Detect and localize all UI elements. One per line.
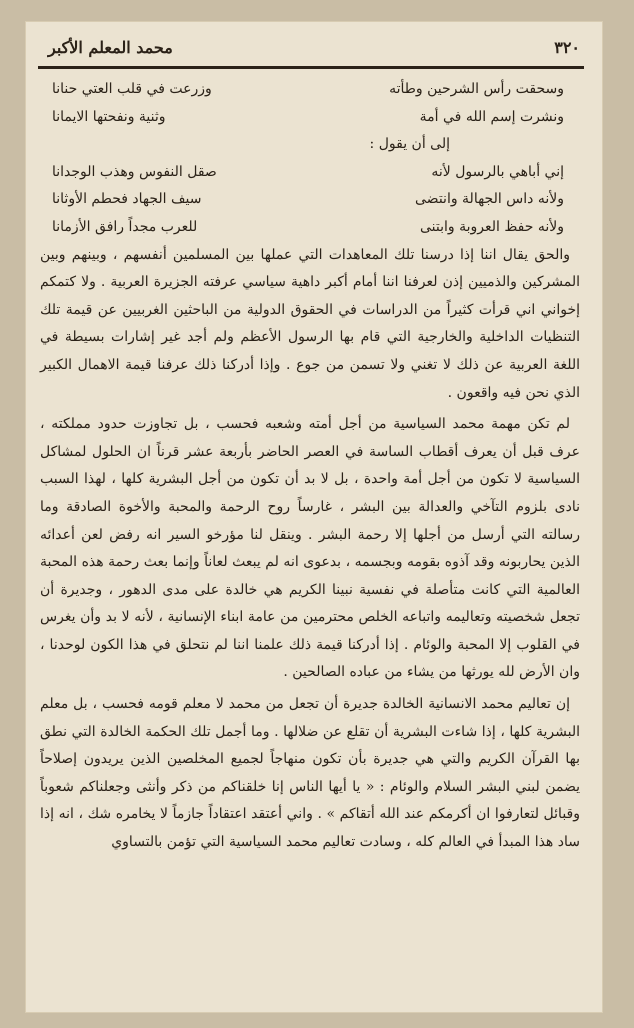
verse-first-hemistich: ولأنه حفظ العروبة وابتنى <box>420 218 564 235</box>
poem-intro: إلى أن يقول : <box>369 136 450 153</box>
verse-second-hemistich: صقل النفوس وهذب الوجدانا <box>52 163 217 180</box>
verse-first-hemistich: ولأنه داس الجهالة وانتضى <box>415 191 564 208</box>
running-title: محمد المعلم الأكبر <box>48 37 173 57</box>
book-page <box>26 22 602 1012</box>
body-paragraph: لم تكن مهمة محمد السياسية من أجل أمته وشعبه فحسب ، بل تجاوزت حدود مملكته ، عرف قبل أن يعرف أقطاب الساسة في العصر الحاضر بأربعة عشر قرناً ان الحلول لمشاكل السياسية لا تكون من أجل أمة واحدة ، بل لا بد أن تكون من أجل البشرية كلها ، لهذا السبب نادى بلزوم التآخي والعدالة بين البشر ، غارساً روح الرحمة والمحبة والأخوة الصادقة وما رسالته التي أرسل من أجلها إلا رحمة البشر . وينقل لنا مؤرخو السير انه رفض لعن أعدائه الذين يحاربونه وقد آذوه بقومه وبجسمه ، بدعوى انه لم يبعث لعاناً وإنما بعث رحمة هذه المحبة العالمية التي كانت متأصلة في نفسية نبينا الكريم هي خالدة على مدى الدهور ، وجديرة أن تجعل شخصيته وتعاليمه واتباعه الخلص محترمين من عامة ابناء الإنسانية ، لأنه لا بد وأن يغرس في القلوب إلا المحبة والوئام . إذا أدركنا قيمة ذلك علمنا اننا لم نتحلق في هذا الكون لوحدنا ، وان الأرض لله يورثها من يشاء من عباده الصالحين . <box>40 416 580 681</box>
page-header <box>48 32 580 62</box>
poem-verse <box>40 186 580 214</box>
poem-verse <box>40 159 580 187</box>
body-paragraph: والحق يقال اننا إذا درسنا تلك المعاهدات التي عملها بين المسلمين أنفسهم ، وبينهم وبين المشركين والذميين إذن لعرفنا اننا أمام أكبر داهية سياسي عرفته الجزيرة العربية . ولا كتمكم إخواني اني قرأت كثيراً من الدراسات في الحقوق الدولية من الباحثين الغربيين عن قيمة تلك التنظيات الداخلية والخارجية التي قام بها الرسول الأعظم ولم أجد غير إشارات بسيطة في اللغة العربية عن ذلك لا تغني ولا تسمن من جوع . وإذا أدركنا ذلك عرفنا قيمة الاهمال الكبير الذي نحن فيه واقعون . <box>40 246 580 401</box>
verse-second-hemistich: سيف الجهاد فحطم الأوثانا <box>52 191 202 208</box>
page-body <box>40 76 580 857</box>
poem-verse <box>40 214 580 242</box>
verse-first-hemistich: إني أباهي بالرسول لأنه <box>431 163 564 180</box>
verse-second-hemistich: للعرب مجداً رافق الأزمانا <box>52 218 198 235</box>
body-paragraph: إن تعاليم محمد الانسانية الخالدة جديرة أن تجعل من محمد لا معلم قومه فحسب ، بل معلم البشرية كلها ، إذا شاءت البشرية أن تقلع عن ضلالها . وما أجمل تلك الحكمة الخالدة التي نطق بها القرآن الكريم والتي هي جديرة بأن تكون منهاجاً لجميع المخلصين الذين يريدون إصلاحاً يضمن لبني البشر السلام والوئام : « يا أيها الناس إنا خلقناكم من ذكر وأنثى وجعلناكم شعوباً وقبائل لتعارفوا ان أكرمكم عند الله أتقاكم » . واني أعتقد اعتقاداً جازماً لا يخامره شك ، انه إذا ساد هذا المبدأ في العالم كله ، وسادت تعاليم محمد السياسية التي تؤمن بالتساوي <box>40 696 580 851</box>
poem-verse <box>40 76 580 104</box>
header-rule <box>38 66 584 69</box>
verse-first-hemistich: وسحقت رأس الشرحين وطأته <box>389 81 564 97</box>
poem-verse <box>40 104 580 132</box>
verse-second-hemistich: وثنية ونفحتها الايمانا <box>52 108 166 125</box>
page-number: ٣٢٠ <box>554 37 580 57</box>
verse-second-hemistich: وزرعت في قلب العتي حنانا <box>52 81 212 97</box>
verse-first-hemistich: ونشرت إسم الله في أمة <box>419 108 564 125</box>
